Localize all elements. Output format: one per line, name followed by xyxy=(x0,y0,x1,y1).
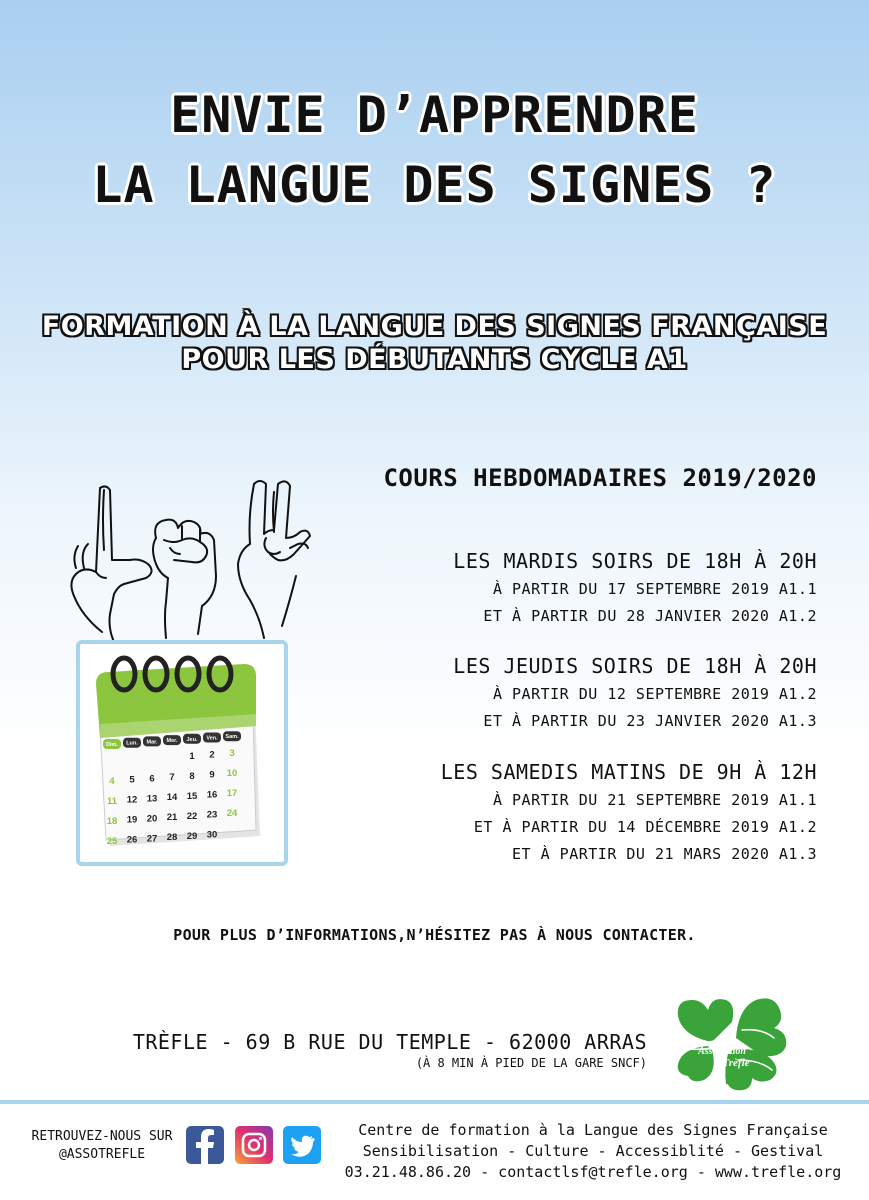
schedule-heading: LES JEUDIS SOIRS DE 18H À 20H xyxy=(453,654,817,678)
calendar-day-number: 9 xyxy=(209,769,215,781)
footer-line2: Sensibilisation - Culture - Accessiblité - Gestival xyxy=(362,1142,824,1160)
calendar-day-number: 24 xyxy=(226,808,238,820)
footer-info xyxy=(343,1120,843,1183)
calendar-day-number: 8 xyxy=(189,770,195,782)
calendar-illustration xyxy=(94,654,266,850)
schedule-line: À PARTIR DU 12 SEPTEMBRE 2019 A1.2 xyxy=(492,685,817,703)
main-title-line2: LA LANGUE DES SIGNES ? xyxy=(92,156,777,214)
calendar-day-number: 22 xyxy=(186,810,198,822)
subtitle-line1: FORMATION À LA LANGUE DES SIGNES FRANÇAISE xyxy=(41,311,828,342)
address-note: (À 8 MIN À PIED DE LA GARE SNCF) xyxy=(415,1056,647,1070)
calendar-day-number: 14 xyxy=(166,792,178,804)
schedule-line: À PARTIR DU 17 SEPTEMBRE 2019 A1.1 xyxy=(492,580,817,598)
facebook-glyph xyxy=(186,1126,224,1164)
facebook-icon[interactable] xyxy=(186,1126,224,1164)
calendar-day-number: 26 xyxy=(126,834,138,846)
calendar-day-number: 5 xyxy=(129,774,135,786)
calendar-day-number: 19 xyxy=(126,814,138,826)
calendar-weekday-label: Ven. xyxy=(206,735,218,742)
calendar-day-number: 3 xyxy=(229,748,235,760)
social-handle: @ASSOTREFLE xyxy=(58,1147,146,1162)
footer-divider xyxy=(0,1100,869,1104)
calendar-day-number: 15 xyxy=(186,790,198,802)
instagram-glyph xyxy=(235,1126,273,1164)
calendar-day-number: 7 xyxy=(169,772,175,784)
calendar-weekday-label: Mar. xyxy=(146,739,158,746)
calendar-day-number: 25 xyxy=(106,836,118,847)
schedule-thursday xyxy=(453,651,817,735)
trefle-logo xyxy=(672,996,796,1092)
schedule-line: ET À PARTIR DU 14 DÉCEMBRE 2019 A1.2 xyxy=(473,818,817,836)
calendar-day-number: 28 xyxy=(166,832,178,844)
calendar-day-number: 12 xyxy=(126,794,138,806)
schedule-line: ET À PARTIR DU 21 MARS 2020 A1.3 xyxy=(512,845,817,863)
calendar-day-number: 10 xyxy=(226,768,238,780)
calendar-day-number: 13 xyxy=(146,793,158,805)
schedule-heading: LES MARDIS SOIRS DE 18H À 20H xyxy=(453,549,817,573)
schedule-line: ET À PARTIR DU 23 JANVIER 2020 A1.3 xyxy=(483,712,817,730)
address: TRÈFLE - 69 B RUE DU TEMPLE - 62000 ARRAS xyxy=(132,1030,647,1054)
footer-line1: Centre de formation à la Langue des Signes Française xyxy=(358,1121,828,1139)
schedule-saturday xyxy=(441,757,817,868)
footer-line3[interactable]: 03.21.48.86.20 - contactlsf@trefle.org - www.trefle.org xyxy=(344,1163,842,1181)
calendar-day-number: 27 xyxy=(146,833,158,845)
schedule-tuesday xyxy=(453,546,817,630)
logo-text-line2: Trèfle xyxy=(722,1057,750,1069)
subtitle-line2: POUR LES DÉBUTANTS CYCLE A1 xyxy=(181,344,688,375)
twitter-icon[interactable] xyxy=(283,1126,321,1164)
calendar-day-number: 20 xyxy=(146,813,158,825)
schedule-line: ET À PARTIR DU 28 JANVIER 2020 A1.2 xyxy=(483,607,817,625)
calendar-day-number: 21 xyxy=(166,812,178,824)
logo-text-line1: Association xyxy=(698,1046,746,1057)
calendar-day-number: 29 xyxy=(186,830,198,842)
calendar-day-number: 11 xyxy=(106,796,118,807)
twitter-glyph xyxy=(283,1126,321,1164)
follow-label: RETROUVEZ-NOUS SUR xyxy=(31,1129,173,1144)
schedule-heading: LES SAMEDIS MATINS DE 9H À 12H xyxy=(440,760,817,784)
calendar-day-number: 6 xyxy=(149,773,155,785)
follow-us xyxy=(22,1128,182,1164)
calendar-day-number: 17 xyxy=(226,788,238,800)
schedule-line: À PARTIR DU 21 SEPTEMBRE 2019 A1.1 xyxy=(492,791,817,809)
courses-heading: COURS HEBDOMADAIRES 2019/2020 xyxy=(383,464,817,492)
calendar-day-number: 1 xyxy=(189,750,195,762)
calendar-day-number: 30 xyxy=(206,829,218,841)
calendar-weekday-label: Lun. xyxy=(126,740,138,747)
calendar-day-number: 18 xyxy=(106,816,118,827)
calendar-day-number: 16 xyxy=(206,789,218,801)
main-title-line1: ENVIE D’APPRENDRE xyxy=(170,86,699,144)
calendar-weekday-label: Jeu. xyxy=(186,736,198,743)
calendar-weekday-label: Mer. xyxy=(166,738,178,745)
instagram-icon[interactable] xyxy=(235,1126,273,1164)
calendar-weekday-label: Sam. xyxy=(225,734,239,741)
contact-invitation: POUR PLUS D’INFORMATIONS,N’HÉSITEZ PAS À NOUS CONTACTER. xyxy=(173,926,696,944)
sign-language-hands-illustration xyxy=(60,478,320,640)
calendar-day-number: 4 xyxy=(109,776,115,787)
calendar-weekday-label: Dim. xyxy=(106,742,118,748)
calendar-day-number: 2 xyxy=(209,749,215,761)
calendar-day-number: 23 xyxy=(206,809,218,821)
